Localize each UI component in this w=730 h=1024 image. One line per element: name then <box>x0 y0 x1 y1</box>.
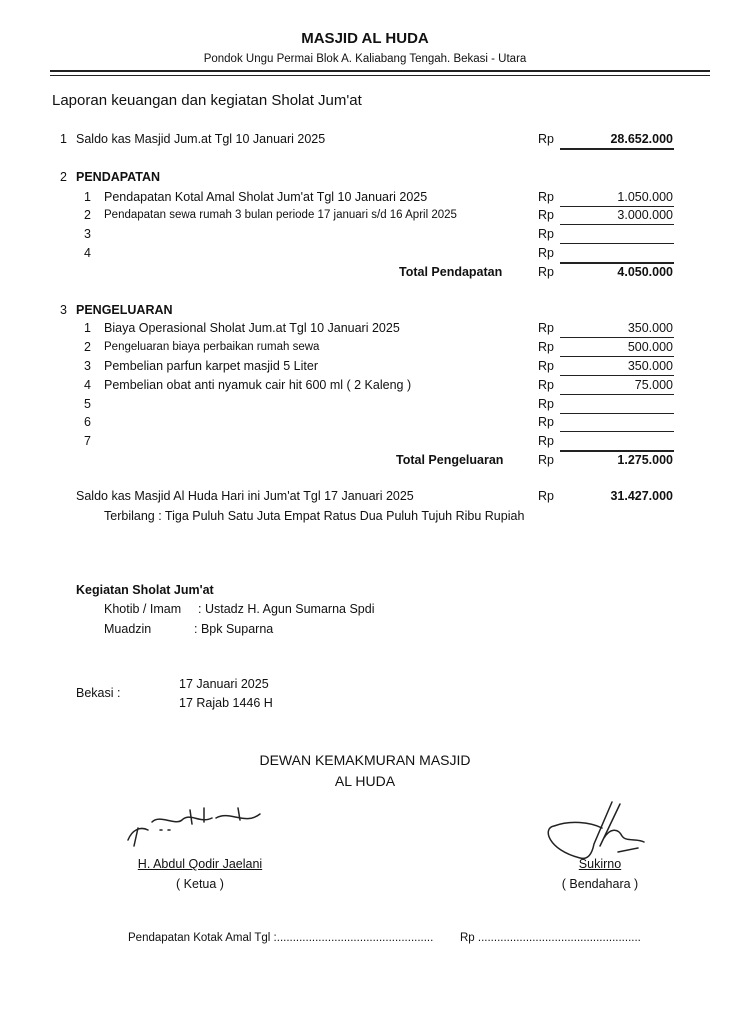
council-line-1: DEWAN KEMAKMURAN MASJID <box>259 752 471 768</box>
signatory-1 <box>110 857 290 871</box>
mosque-address: Pondok Ungu Permai Blok A. Kaliabang Tengah. Bekasi - Utara <box>203 53 527 65</box>
amount-underline <box>560 337 674 338</box>
currency-label: Rp <box>538 246 554 260</box>
header-divider <box>50 70 710 76</box>
income-total-label: Total Pendapatan <box>399 265 503 279</box>
section-number: 1 <box>60 132 67 146</box>
row-label: Pengeluaran biaya perbaikan rumah sewa <box>104 341 320 353</box>
currency-label: Rp <box>538 208 554 222</box>
amount-underline <box>560 394 674 395</box>
currency-label: Rp <box>538 265 554 279</box>
row-number: 3 <box>84 227 91 241</box>
signatory-name: Sukirno <box>578 857 622 871</box>
currency-label: Rp <box>538 321 554 335</box>
council-line-2: AL HUDA <box>334 773 396 789</box>
row-amount: 350.000 <box>627 359 673 373</box>
footer-rp-label: Rp ................................................... <box>460 932 641 944</box>
row-label: Pendapatan Kotal Amal Sholat Jum'at Tgl 10 Januari 2025 <box>104 190 428 204</box>
currency-label: Rp <box>538 132 554 146</box>
row-number: 4 <box>84 378 91 392</box>
row-amount: 350.000 <box>627 321 673 335</box>
currency-label: Rp <box>538 340 554 354</box>
row-number: 7 <box>84 434 91 448</box>
row-label: Pembelian obat anti nyamuk cair hit 600 ml ( 2 Kaleng ) <box>104 378 412 392</box>
currency-label: Rp <box>538 453 554 467</box>
amount-underline <box>560 148 674 150</box>
signatory-name: H. Abdul Qodir Jaelani <box>137 857 263 871</box>
signatory-role: ( Ketua ) <box>176 877 224 891</box>
activity-heading: Kegiatan Sholat Jum'at <box>76 583 214 597</box>
mosque-name: MASJID AL HUDA <box>301 30 429 47</box>
amount-underline <box>560 431 674 432</box>
amount-underline <box>560 450 674 452</box>
row-amount: 75.000 <box>634 378 673 392</box>
amount-underline <box>560 243 674 244</box>
row-number: 1 <box>84 190 91 204</box>
row-number: 6 <box>84 415 91 429</box>
place-label: Bekasi : <box>76 686 121 700</box>
amount-underline <box>560 375 674 376</box>
opening-balance-label: Saldo kas Masjid Jum.at Tgl 10 Januari 2025 <box>76 132 326 146</box>
currency-label: Rp <box>538 190 554 204</box>
muadzin-label: Muadzin <box>104 622 152 636</box>
amount-underline <box>560 262 674 264</box>
expense-total-amount: 1.275.000 <box>617 453 673 467</box>
khotib-value: : Ustadz H. Agun Sumarna Spdi <box>198 602 375 616</box>
signatory-2 <box>540 857 660 871</box>
currency-label: Rp <box>538 434 554 448</box>
report-title: Laporan keuangan dan kegiatan Sholat Jum'at <box>52 92 362 109</box>
row-number: 1 <box>84 321 91 335</box>
row-number: 3 <box>84 359 91 373</box>
row-amount: 1.050.000 <box>617 190 673 204</box>
currency-label: Rp <box>538 489 554 503</box>
row-number: 5 <box>84 397 91 411</box>
currency-label: Rp <box>538 227 554 241</box>
opening-balance-amount: 28.652.000 <box>610 132 673 146</box>
row-amount: 500.000 <box>627 340 673 354</box>
expense-total-label: Total Pengeluaran <box>396 453 504 467</box>
row-amount: 3.000.000 <box>617 208 673 222</box>
currency-label: Rp <box>538 359 554 373</box>
income-heading: PENDAPATAN <box>76 170 161 184</box>
muadzin-value: : Bpk Suparna <box>194 622 274 636</box>
row-label: Pendapatan sewa rumah 3 bulan periode 17 januari s/d 16 April 2025 <box>104 209 457 221</box>
currency-label: Rp <box>538 378 554 392</box>
row-number: 4 <box>84 246 91 260</box>
gregorian-date: 17 Januari 2025 <box>179 677 269 691</box>
section-number: 3 <box>60 303 67 317</box>
closing-balance-label: Saldo kas Masjid Al Huda Hari ini Jum'at Tgl 17 Januari 2025 <box>76 489 414 503</box>
expense-heading: PENGELUARAN <box>76 303 173 317</box>
currency-label: Rp <box>538 397 554 411</box>
row-label: Pembelian parfun karpet masjid 5 Liter <box>104 359 319 373</box>
amount-underline <box>560 356 674 357</box>
amount-underline <box>560 413 674 414</box>
footer-kotak-amal-label: Pendapatan Kotak Amal Tgl :................................................. <box>128 932 434 944</box>
row-label: Biaya Operasional Sholat Jum.at Tgl 10 Januari 2025 <box>104 321 400 335</box>
amount-underline <box>560 206 674 207</box>
amount-in-words: Terbilang : Tiga Puluh Satu Juta Empat Ratus Dua Puluh Tujuh Ribu Rupiah <box>104 509 525 523</box>
income-total-amount: 4.050.000 <box>617 265 673 279</box>
amount-underline <box>560 224 674 225</box>
hijri-date: 17 Rajab 1446 H <box>179 696 273 710</box>
row-number: 2 <box>84 340 91 354</box>
row-number: 2 <box>84 208 91 222</box>
signatory-role: ( Bendahara ) <box>561 877 639 891</box>
closing-balance-amount: 31.427.000 <box>610 489 673 503</box>
signature-bendahara <box>540 798 650 863</box>
currency-label: Rp <box>538 415 554 429</box>
signature-ketua <box>120 800 280 850</box>
section-number: 2 <box>60 170 67 184</box>
khotib-label: Khotib / Imam <box>104 602 182 616</box>
